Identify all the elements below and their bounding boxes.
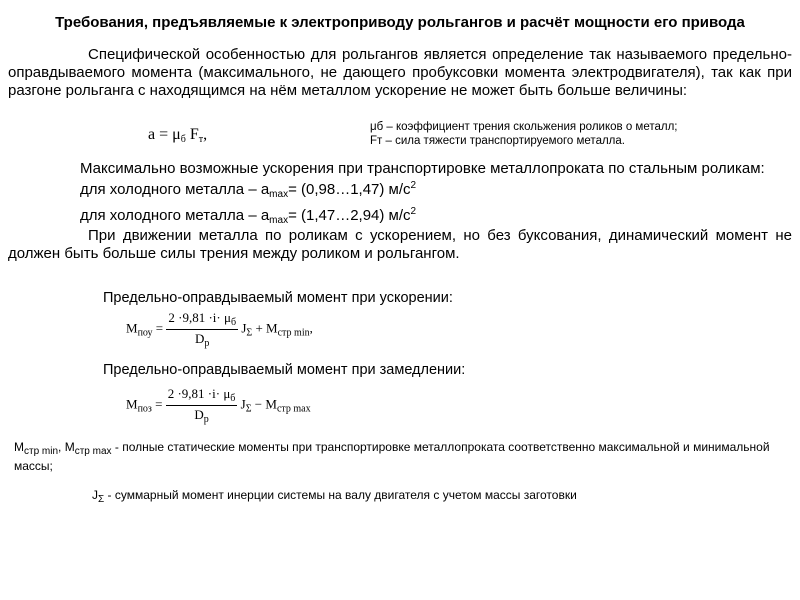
- acceleration-cold: для холодного металла – $a_{max}=$ (0,98…1,47) $м/с^2$: [80, 180, 417, 200]
- formula1-tail: ,: [203, 126, 208, 143]
- formula-accel-moment: $M_{поу}$ = $\frac{2 \cdot 9,81 \cdot i\cdot \mu_б}{D_p}$ $J_\Sigma + M_{стр min}$,: [126, 310, 313, 349]
- legend-static-moments: $M_{стр min}$, $M_{стр max}$ - полные статические моменты при транспортировке металлопроката соответственно максимальной и минимальной массы;: [14, 440, 770, 473]
- formula1-F: F: [189, 126, 199, 143]
- legend-mu-line: μб – коэффициент трения скольжения роликов о металл;: [370, 121, 678, 133]
- intro-text: Специфической особенностью для рольгангов является определение так называемого предельно-оправдываемого момента (максимального, не дающего пробуксовки момента электродвигателя), так как при разгоне рольганга с находящимся на нём металлом ускорение не может быть больше величины:: [8, 46, 792, 99]
- formula1-eq: =: [159, 126, 169, 143]
- friction-text: При движении металла по роликам с ускорением, но без буксования, динамический момент не должен быть больше силы трения между роликом и рольгангом.: [8, 227, 792, 262]
- acceleration-heading: Максимально возможные ускорения при транспортировке металлопроката по стальным роликам:: [80, 160, 765, 177]
- legend-inertia: $J_\Sigma$ - суммарный момент инерции системы на валу двигателя с учетом массы заготовки: [92, 488, 577, 505]
- formula1-mu: μ: [172, 126, 181, 143]
- formula1-F-sub: т: [198, 134, 204, 145]
- page-title: Требования, предъявляемые к электроприводу рольгангов и расчёт мощности его привода: [55, 14, 745, 31]
- legend-f-line: Fт – сила тяжести транспортируемого металла.: [370, 135, 625, 147]
- formula1-lhs: a: [148, 126, 156, 143]
- accel-moment-label: Предельно-оправдываемый момент при ускорении:: [103, 290, 453, 306]
- legend-friction: [370, 120, 770, 148]
- intro-paragraph: [8, 46, 792, 100]
- acceleration-hot: для холодного металла – $a_{max}=$ (1,47…2,94) $м/с^2$: [80, 206, 417, 226]
- accel-fraction: $\frac{2 \cdot 9,81 \cdot i\cdot \mu_б}{D_p}$: [168, 310, 237, 349]
- friction-paragraph: [8, 227, 792, 263]
- formula-acceleration: [148, 126, 207, 145]
- decel-fraction: $\frac{2 \cdot 9,81 \cdot i\cdot \mu_б}{D_p}$: [167, 386, 236, 425]
- formula-decel-moment: $M_{поз}$ = $\frac{2 \cdot 9,81 \cdot i\cdot \mu_б}{D_p}$ $J_\Sigma - M_{стр max}$: [126, 386, 311, 425]
- decel-moment-label: Предельно-оправдываемый момент при замедлении:: [103, 362, 466, 378]
- formula1-mu-sub: б: [180, 134, 186, 145]
- acceleration-list: [80, 160, 790, 229]
